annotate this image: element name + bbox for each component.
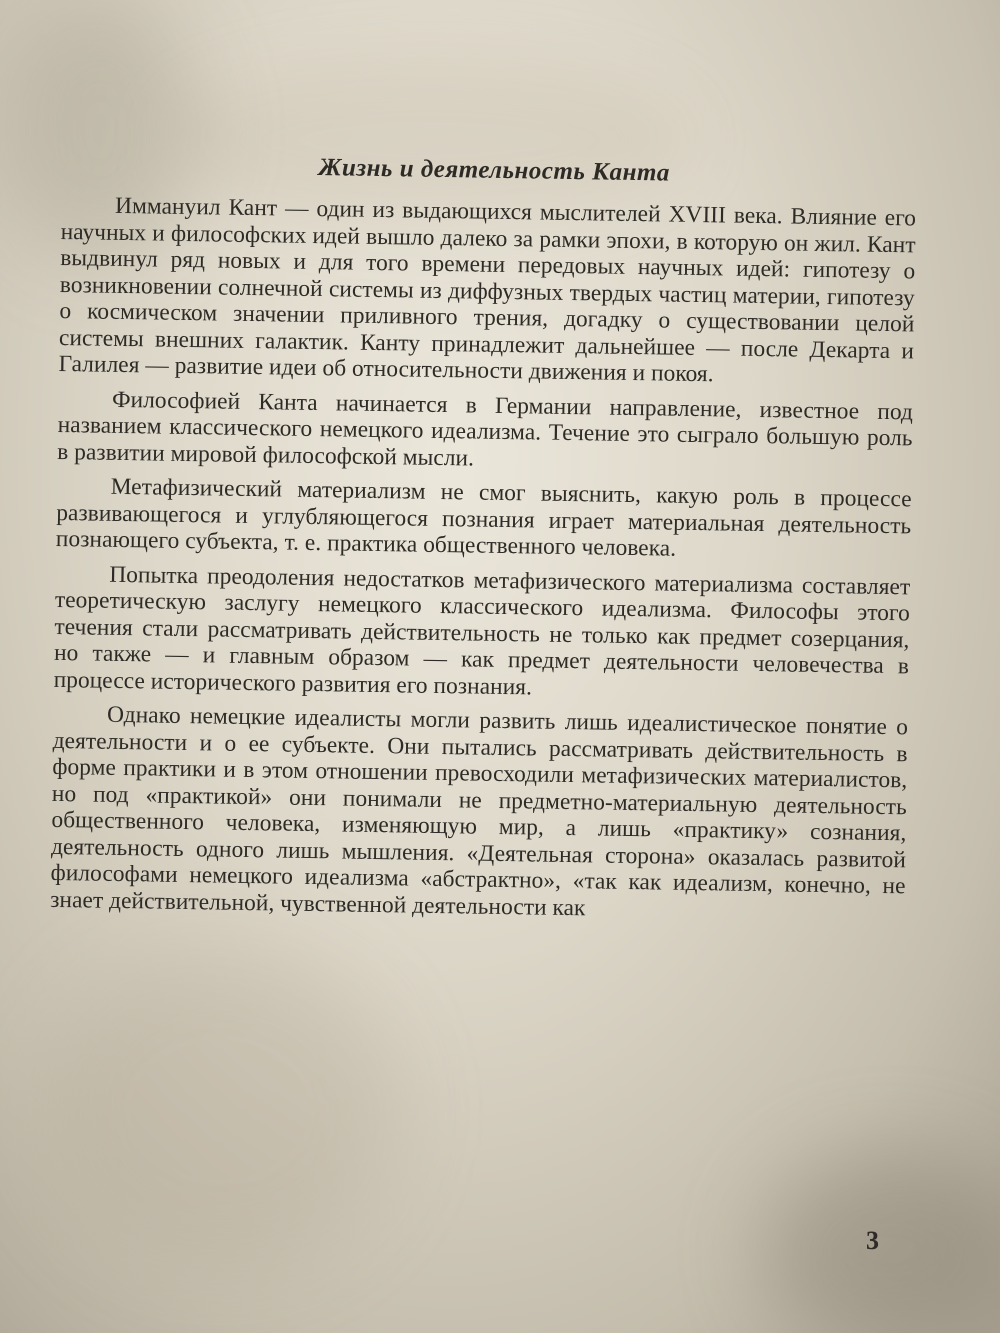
page-text [50, 150, 917, 934]
paragraph: Попытка преодоления недостатков метафизического материализма составляет теоретическую заслугу немецкого классического идеализма. Философы этого течения стали рассматривать действительность не только как предмет созерцания, но также — и главным образом — как предмет деятельности человечества в процессе исторического развития его познания. [53, 561, 911, 700]
page-number: 3 [866, 1226, 879, 1255]
paper-stain [760, 1150, 1000, 1333]
paragraph: Философией Канта начинается в Германии направление, известное под названием классического немецкого идеализма. Течение это сыграло большую роль в развитии мировой философской мысли. [57, 386, 914, 472]
paragraph: Иммануил Кант — один из выдающихся мыслителей XVIII века. Влияние его научных и философских идей вышло далеко за рамки эпохи, в которую он жил. Кант выдвинул ряд новых и для того времени передовых научных идей: гипотезу о возникновении солнечной системы из диффузных твердых частиц материи, гипотезу о космическом значении приливного трения, догадку о существовании целой системы внешних галактик. Канту принадлежит дальнейшее — после Декарта и Галилея — развитие идеи об относительности движения и покоя. [58, 192, 917, 388]
paragraph: Метафизический материализм не смог выяснить, какую роль в процессе развивающегося и углубляющегося познания играет материальная деятельность познающего субъекта, т. е. практика общественного человека. [55, 473, 912, 562]
chapter-heading: Жизнь и деятельность Канта [318, 154, 671, 187]
paper-stain [40, 950, 400, 1270]
paragraph: Однако немецкие идеалисты могли развить лишь идеалистическое понятие о деятельности и о ее субъекте. Они пытались рассматривать действительность в форме практики и в этом отношении превосходили метафизических материалистов, но под «практикой» они понимали не предметно-материальную деятельность общественного человека, изменяющую мир, а лишь «практику» сознания, деятельность одного лишь мышления. «Деятельная сторона» оказалась развитой философами немецкого идеализма «абстрактно», «так как идеализм, конечно, не знает действительной, чувственной деятельности как [50, 701, 909, 921]
